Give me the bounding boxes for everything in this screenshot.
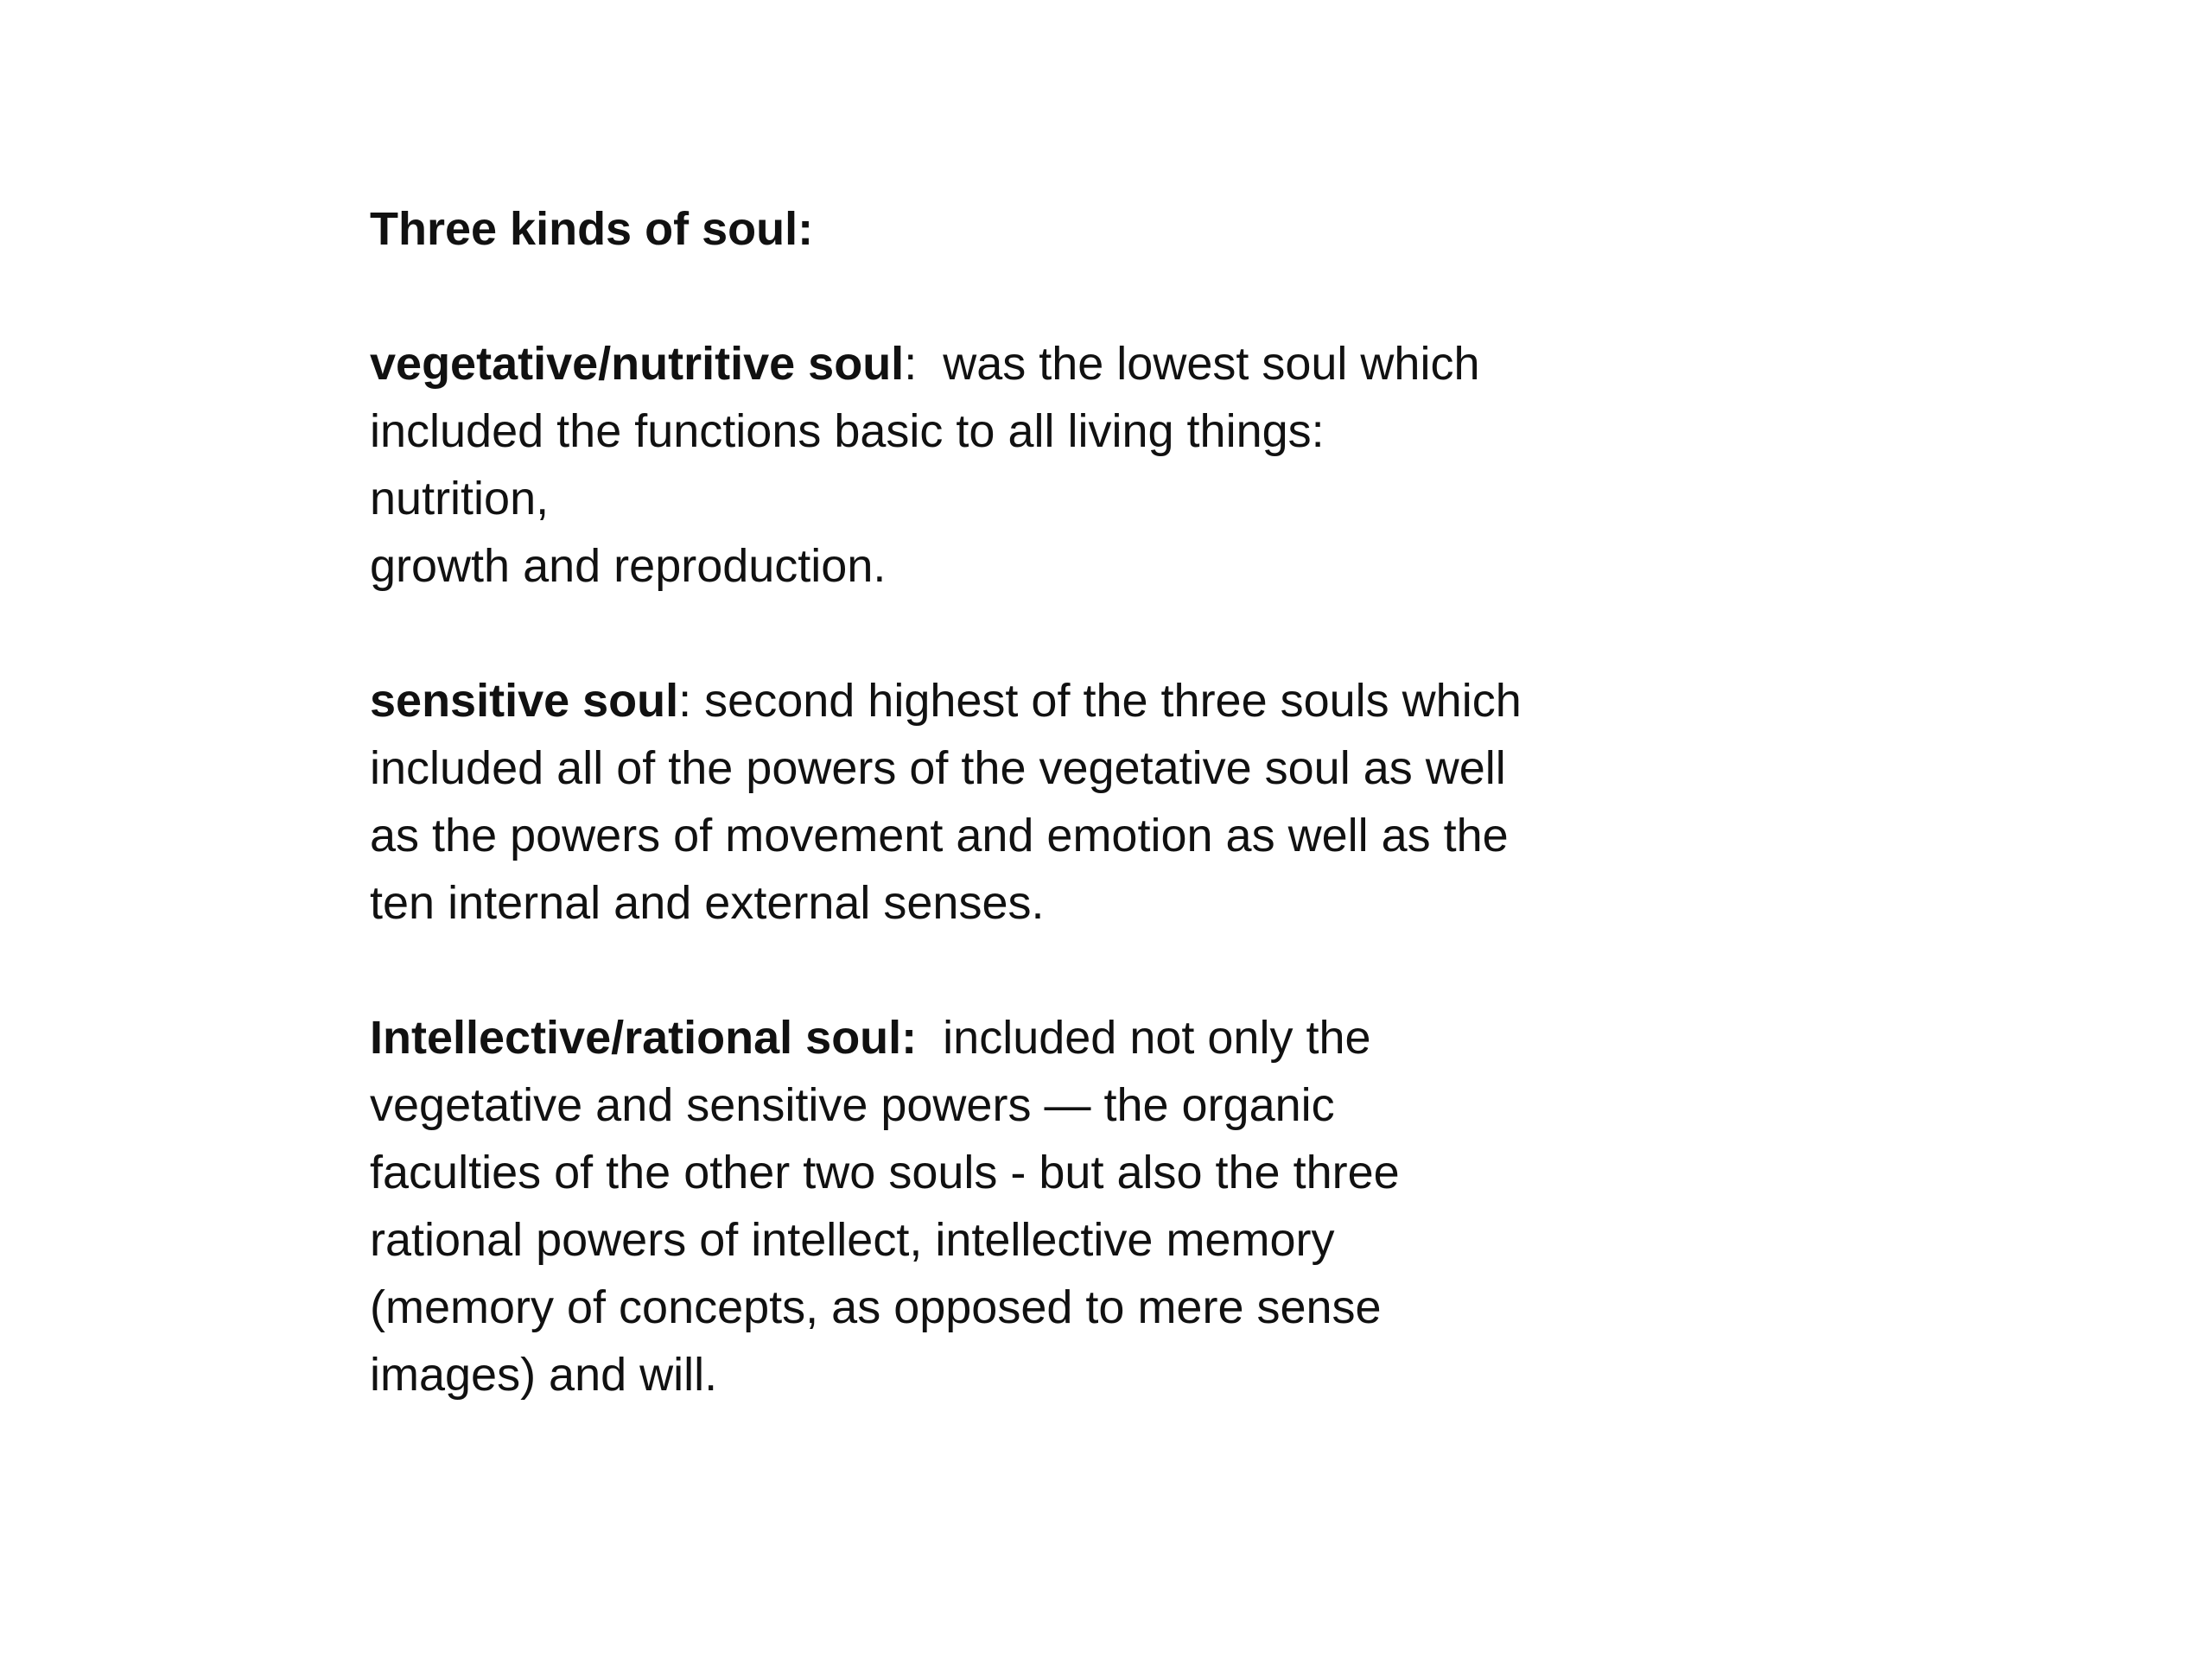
page-title: Three kinds of soul: [370,203,814,255]
section-sensitive-line-3: as the powers of movement and emotion as well as the [370,810,1509,861]
section-intellective-line-1 [370,1004,1700,1071]
section-vegetative-line-3: nutrition, [370,473,550,524]
slide-text-block [370,195,1700,1408]
section-vegetative-term: vegetative/nutritive soul [370,338,905,390]
section-vegetative-text-1: : was the lowest soul which [904,338,1480,390]
section-intellective-term: Intellective/rational soul: [370,1012,918,1064]
section-sensitive-text-1: : second highest of the three souls which [678,675,1522,727]
section-vegetative-line-2: included the functions basic to all living things: [370,405,1325,457]
section-intellective-line-3: faculties of the other two souls - but also the three [370,1147,1400,1198]
section-intellective-line-4: rational powers of intellect, intellective memory [370,1214,1335,1266]
section-intellective [370,1004,1700,1408]
section-sensitive-line-2: included all of the powers of the vegetative soul as well [370,742,1506,794]
section-sensitive-line-1 [370,667,1700,734]
section-sensitive-term: sensitive soul [370,675,679,727]
section-sensitive [370,667,1700,937]
section-vegetative-line-4: growth and reproduction. [370,540,887,592]
section-intellective-line-2: vegetative and sensitive powers — the organic [370,1079,1335,1131]
section-intellective-line-6: images) and will. [370,1349,718,1401]
section-intellective-line-5: (memory of concepts, as opposed to mere sense [370,1281,1382,1333]
spacer [370,263,1700,330]
section-vegetative-line-1 [370,330,1700,397]
section-vegetative [370,330,1700,600]
section-sensitive-line-4: ten internal and external senses. [370,877,1045,929]
spacer [370,937,1700,1004]
spacer [370,600,1700,667]
section-intellective-text-1: included not only the [917,1012,1371,1064]
